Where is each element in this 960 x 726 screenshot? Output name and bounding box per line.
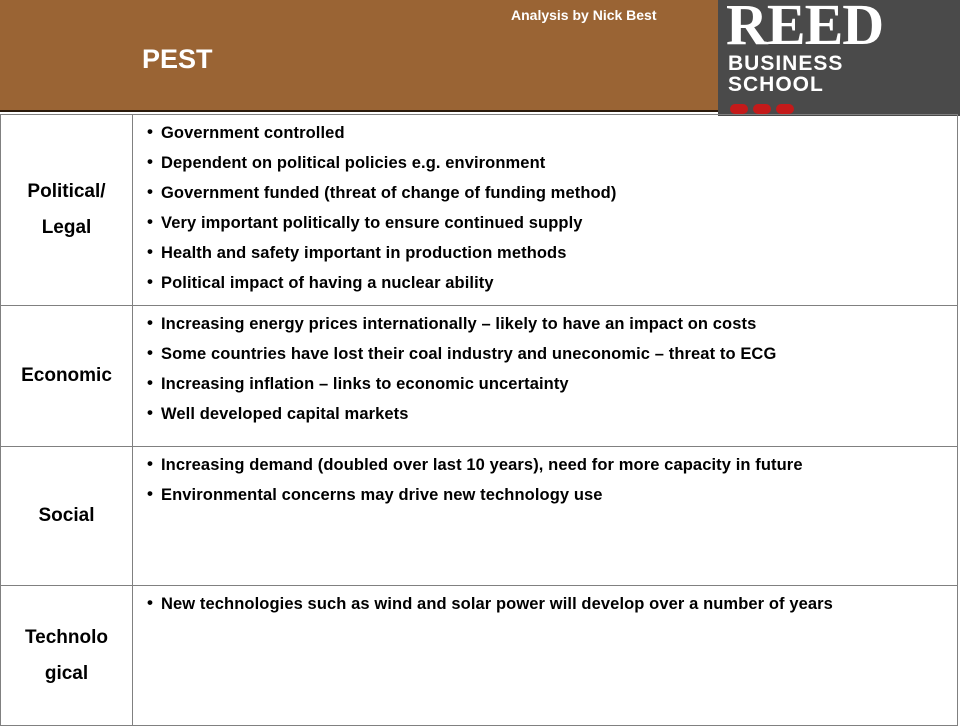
- bullet-icon: •: [147, 373, 154, 392]
- table-row-political: [1, 115, 958, 306]
- logo-dot: [730, 104, 748, 114]
- bullet-icon: •: [147, 484, 154, 503]
- bullet-icon: •: [147, 272, 154, 291]
- category-label-line1: Technolo: [24, 626, 109, 648]
- factors-economic: [133, 306, 958, 447]
- category-social: [1, 447, 133, 586]
- bullet-list: [147, 312, 951, 426]
- factors-technological: [133, 586, 958, 726]
- factors-political: [133, 115, 958, 306]
- table-row-social: [1, 447, 958, 586]
- category-label-line1: Political/: [27, 181, 106, 202]
- bullet-icon: •: [147, 242, 154, 261]
- list-item: • Environmental concerns may drive new technology use: [147, 484, 603, 504]
- list-item: • Increasing demand (doubled over last 10 years), need for more capacity in future: [147, 454, 803, 474]
- factors-social: [133, 447, 958, 586]
- list-item: • Government controlled: [147, 122, 345, 142]
- list-item: • Increasing inflation – links to economic uncertainty: [147, 373, 569, 393]
- table-row-economic: [1, 306, 958, 447]
- list-item: • Dependent on political policies e.g. environment: [147, 152, 546, 172]
- bullet-icon: •: [147, 212, 154, 231]
- list-item: • Very important politically to ensure continued supply: [147, 212, 583, 232]
- list-item: • Health and safety important in production methods: [147, 242, 567, 262]
- logo-text-business: BUSINESS: [728, 52, 844, 75]
- bullet-list: [147, 121, 951, 295]
- logo-dot: [753, 104, 771, 114]
- page-title: PEST: [142, 44, 213, 74]
- category-label-line2: Legal: [41, 217, 92, 238]
- category-label-line2: gical: [44, 662, 89, 684]
- category-label-line1: Social: [38, 505, 95, 526]
- bullet-list: [147, 592, 951, 616]
- bullet-list: [147, 453, 951, 507]
- list-item: • Some countries have lost their coal industry and uneconomic – threat to ECG: [147, 343, 777, 363]
- bullet-icon: •: [147, 313, 154, 332]
- logo-text-school: SCHOOL: [728, 73, 824, 96]
- category-political: [1, 115, 133, 306]
- bullet-icon: •: [147, 454, 154, 473]
- list-item: • Government funded (threat of change of funding method): [147, 182, 617, 202]
- reed-business-school-logo: [718, 0, 960, 116]
- bullet-icon: •: [147, 343, 154, 362]
- bullet-icon: •: [147, 593, 154, 612]
- category-technological: [1, 586, 133, 726]
- list-item: • Increasing energy prices internationally – likely to have an impact on costs: [147, 313, 757, 333]
- category-label-line1: Economic: [21, 365, 112, 386]
- logo-text-reed: REED: [726, 0, 884, 57]
- pest-table: [0, 114, 958, 726]
- logo-dot: [776, 104, 794, 114]
- bullet-icon: •: [147, 403, 154, 422]
- list-item: • Well developed capital markets: [147, 403, 409, 423]
- bullet-icon: •: [147, 122, 154, 141]
- bullet-icon: •: [147, 182, 154, 201]
- table-row-technological: [1, 586, 958, 726]
- category-economic: [1, 306, 133, 447]
- list-item: • Political impact of having a nuclear ability: [147, 272, 494, 292]
- author-credit: Analysis by Nick Best: [511, 7, 657, 23]
- list-item: • New technologies such as wind and solar power will develop over a number of years: [147, 593, 833, 613]
- bullet-icon: •: [147, 152, 154, 171]
